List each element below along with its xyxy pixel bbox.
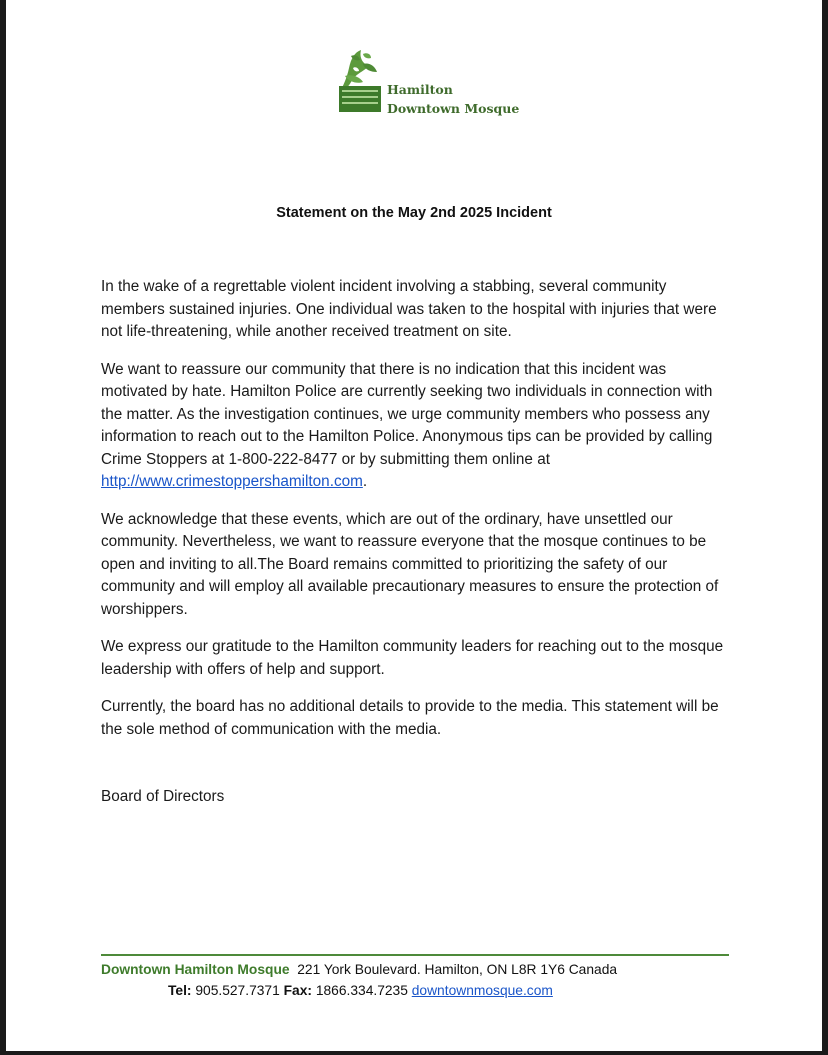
logo-wordmark <box>387 80 519 118</box>
logo-line-hamilton: Hamilton <box>387 82 453 97</box>
footer-tel-label: Tel: <box>168 983 192 998</box>
footer-contact-line <box>168 983 553 998</box>
mosque-logo <box>333 46 533 116</box>
paragraph-incident: In the wake of a regrettable violent incident involving a stabbing, several community members sustained injuries. One individual was taken to the hospital with injuries that were not life-threatening, while another received treatment on site. <box>101 278 717 340</box>
footer-address: 221 York Boulevard. Hamilton, ON L8R 1Y6 Canada <box>297 962 618 977</box>
crimestoppers-link[interactable]: http://www.crimestoppershamilton.com <box>101 473 363 490</box>
footer-divider <box>101 954 729 956</box>
logo-line-downtown-mosque: Downtown Mosque <box>387 101 520 116</box>
statement-title: Statement on the May 2nd 2025 Incident <box>276 205 552 221</box>
paragraph-investigation <box>101 359 731 494</box>
footer-org-name: Downtown Hamilton Mosque <box>101 962 290 977</box>
footer-fax: 1866.334.7235 <box>315 983 408 998</box>
paragraph-media: Currently, the board has no additional details to provide to the media. This statement will be the sole method of communication with the media. <box>101 698 719 738</box>
footer-tel: 905.527.7371 <box>195 983 280 998</box>
paragraph-gratitude: We express our gratitude to the Hamilton community leaders for reaching out to the mosque leadership with offers of help and support. <box>101 638 724 678</box>
document-page <box>6 0 822 1051</box>
paragraph-safety: We acknowledge that these events, which are out of the ordinary, have unsettled our community. Nevertheless, we want to reassure everyone that the mosque continues to be open and inviting to all.The Board remains committed to prioritizing the safety of our community and will employ all available precautionary measures to ensure the protection of worshippers. <box>101 510 719 618</box>
footer-fax-label: Fax: <box>283 983 312 998</box>
signature: Board of Directors <box>101 788 225 805</box>
paragraph-investigation-end: . <box>362 473 368 490</box>
statement-body <box>101 276 731 756</box>
footer-website-link[interactable]: downtownmosque.com <box>411 983 553 998</box>
footer-address-line <box>101 962 617 977</box>
mosque-logo-icon <box>333 46 385 114</box>
paragraph-investigation-text: We want to reassure our community that there is no indication that this incident was motivated by hate. Hamilton Police are currently seeking two individuals in connection with the matter. As the investigation continues, we urge community members who possess any information to reach out to the Hamilton Police. Anonymous tips can be provided by calling Crime Stoppers at 1-800-222-8477 or by submitting them online at <box>101 360 713 468</box>
